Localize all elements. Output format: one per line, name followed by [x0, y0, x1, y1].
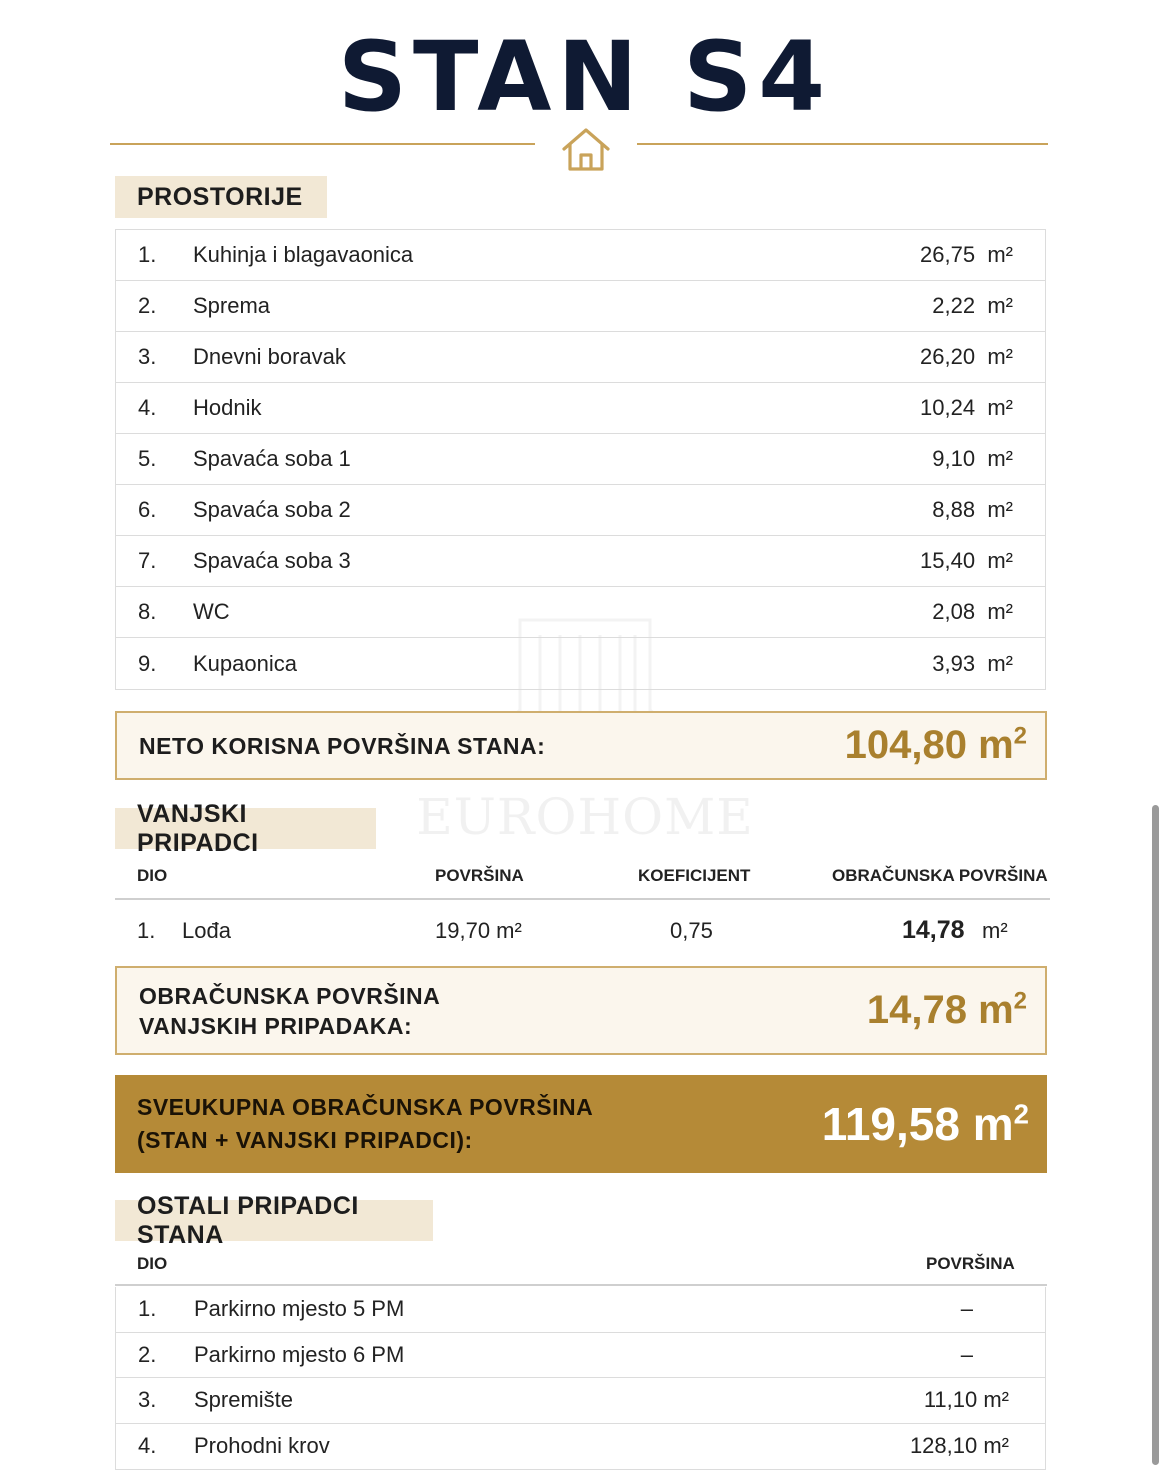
- section-label-rooms: PROSTORIJE: [115, 176, 327, 218]
- row-num: 1.: [138, 1296, 157, 1322]
- row-num: 9.: [138, 650, 157, 676]
- row-name: Dnevni boravak: [193, 344, 346, 369]
- row-coefficient: 0,75: [670, 918, 713, 943]
- watermark-text: EUROHOME: [416, 788, 754, 846]
- row-name: WC: [193, 599, 230, 624]
- total-area-label: [137, 1091, 593, 1157]
- row-name: Spavaća soba 1: [193, 446, 351, 471]
- total-label-line2: (STAN + VANJSKI PRIPADCI):: [137, 1127, 473, 1153]
- total-label-line1: SVEUKUPNA OBRAČUNSKA POVRŠINA: [137, 1094, 594, 1120]
- row-calc-unit: m²: [982, 918, 1008, 943]
- row-num: 2.: [138, 1341, 157, 1367]
- row-num: 3.: [138, 344, 157, 369]
- row-name: Kupaonica: [193, 650, 297, 676]
- row-calc-value: 14,78: [902, 916, 965, 944]
- row-area: –: [960, 1341, 973, 1367]
- other-table-header: [115, 1250, 1047, 1286]
- table-row: [116, 536, 1045, 587]
- row-name: Spremište: [194, 1387, 294, 1413]
- table-row: [116, 485, 1045, 536]
- row-num: 2.: [138, 293, 157, 318]
- row-area: 26,20 m²: [920, 344, 1013, 369]
- table-row: [116, 638, 1045, 689]
- row-name: Prohodni krov: [194, 1433, 330, 1459]
- table-row: [116, 587, 1045, 638]
- total-area-value: 119,58 $m^2$: [821, 1098, 1029, 1150]
- row-name: Parkirno mjesto 5 PM: [194, 1296, 405, 1322]
- row-area: 9,10 m²: [932, 446, 1013, 471]
- row-num: 4.: [138, 1433, 157, 1459]
- external-sum-label-line2: VANJSKIH PRIPADAKA:: [139, 1012, 413, 1039]
- external-sum-value: 14,78 $m^2$: [866, 987, 1027, 1032]
- external-sum-box: [115, 966, 1047, 1055]
- table-row: [116, 281, 1045, 332]
- divider-left: [110, 143, 535, 145]
- row-area: –: [960, 1296, 973, 1322]
- row-area: 26,75 m²: [920, 242, 1013, 267]
- row-name: Parkirno mjesto 6 PM: [194, 1341, 405, 1367]
- scrollbar[interactable]: [1152, 805, 1159, 1465]
- page-title: STAN S4: [337, 21, 832, 133]
- net-area-box: [115, 711, 1047, 780]
- table-row: [116, 1424, 1045, 1470]
- external-sum-label-line1: OBRAČUNSKA POVRŠINA: [139, 982, 441, 1009]
- table-row: [115, 908, 1050, 954]
- header-part: DIO: [137, 1254, 168, 1273]
- row-area: 2,08 m²: [932, 599, 1013, 624]
- table-row: [116, 332, 1045, 383]
- total-area-box: [115, 1075, 1047, 1173]
- external-table-header: [115, 860, 1050, 900]
- section-label-other: OSTALI PRIPADCI STANA: [115, 1200, 433, 1241]
- header-coefficient: KOEFICIJENT: [638, 866, 751, 885]
- row-num: 4.: [138, 395, 157, 420]
- row-num: 3.: [138, 1387, 157, 1413]
- net-area-label: NETO KORISNA POVRŠINA STANA:: [139, 732, 546, 759]
- row-area: 2,22 m²: [932, 293, 1013, 318]
- row-num: 6.: [138, 497, 157, 522]
- external-sum-label: [139, 981, 440, 1041]
- other-table: [115, 1287, 1046, 1470]
- table-row: [116, 1287, 1045, 1333]
- row-name: Spavaća soba 2: [193, 497, 351, 522]
- table-row: [116, 1333, 1045, 1379]
- net-area-value: 104,80 $m^2$: [844, 722, 1027, 767]
- header-part: DIO: [137, 866, 168, 885]
- house-icon: [560, 125, 612, 173]
- row-name: Lođa: [182, 918, 231, 943]
- row-area: 128,10 m²: [909, 1433, 1009, 1459]
- section-label-external: VANJSKI PRIPADCI: [115, 808, 376, 849]
- header-area: POVRŠINA: [926, 1254, 1015, 1273]
- table-row: [116, 383, 1045, 434]
- divider-right: [637, 143, 1048, 145]
- row-area: 10,24 m²: [920, 395, 1013, 420]
- row-name: Spavaća soba 3: [193, 548, 351, 573]
- row-name: Sprema: [193, 293, 271, 318]
- row-area: 15,40 m²: [920, 548, 1013, 573]
- table-row: [116, 230, 1045, 281]
- row-num: 7.: [138, 548, 157, 573]
- row-name: Kuhinja i blagavaonica: [193, 242, 414, 267]
- table-row: [116, 434, 1045, 485]
- row-area: 19,70 m²: [435, 918, 522, 943]
- row-num: 5.: [138, 446, 157, 471]
- header-calc-area: OBRAČUNSKA POVRŠINA: [832, 866, 1048, 885]
- rooms-table: [115, 229, 1046, 690]
- row-num: 8.: [138, 599, 157, 624]
- table-row: [116, 1378, 1045, 1424]
- row-num: 1.: [138, 242, 157, 267]
- row-area: 8,88 m²: [932, 497, 1013, 522]
- header-area: POVRŠINA: [435, 866, 524, 885]
- row-area: 11,10 m²: [923, 1387, 1009, 1413]
- row-num: 1.: [137, 918, 156, 943]
- row-name: Hodnik: [193, 395, 262, 420]
- row-area: 3,93 m²: [932, 650, 1013, 676]
